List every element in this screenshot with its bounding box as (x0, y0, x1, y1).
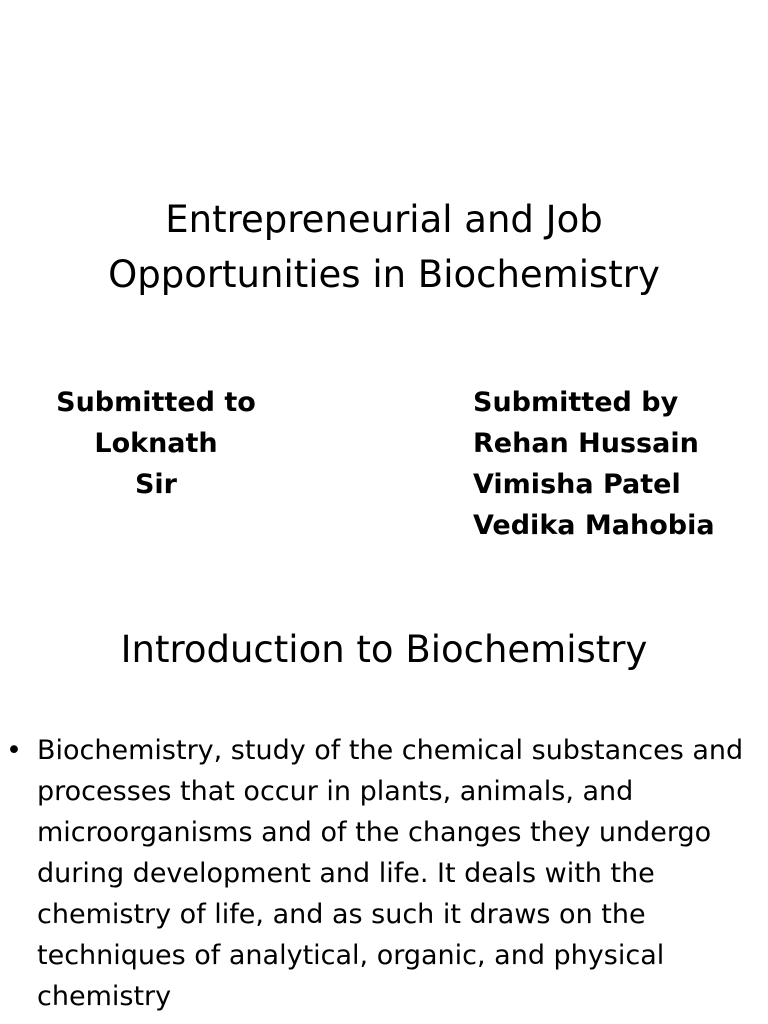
slide-title-line-2: Opportunities in Biochemistry (108, 253, 660, 296)
submitted-to-line-2: Sir (134, 469, 178, 500)
submitted-by-label: Submitted by (473, 387, 679, 418)
bullet-text-line: processes that occur in plants, animals, and (37, 776, 634, 807)
slide-title (0, 192, 768, 302)
submitted-to-line-1: Submitted to Loknath (56, 387, 256, 459)
section-heading: Introduction to Biochemistry (120, 628, 648, 671)
author-name: Vedika Mahobia (473, 510, 715, 541)
author-name: Vimisha Patel (473, 469, 681, 500)
bullet-text-line: chemistry of life, and as such it draws on the (37, 899, 646, 930)
bullet-text-line: during development and life. It deals with the (37, 858, 655, 889)
intro-bullet-list (0, 730, 768, 1017)
author-name: Rehan Hussain (473, 428, 699, 459)
bullet-text-line: techniques of analytical, organic, and physical (37, 940, 665, 971)
bullet-icon: • (6, 735, 22, 766)
submitted-by-block (473, 382, 763, 546)
bullet-text-line: microorganisms and of the changes they undergo (37, 817, 712, 848)
bullet-text-line: Biochemistry, study of the chemical substances and (37, 735, 744, 766)
bullet-text-line: chemistry (37, 981, 172, 1012)
submitted-to-block (0, 382, 312, 505)
slide-title-line-1: Entrepreneurial and Job (165, 198, 603, 241)
intro-bullet-item (0, 730, 768, 1017)
